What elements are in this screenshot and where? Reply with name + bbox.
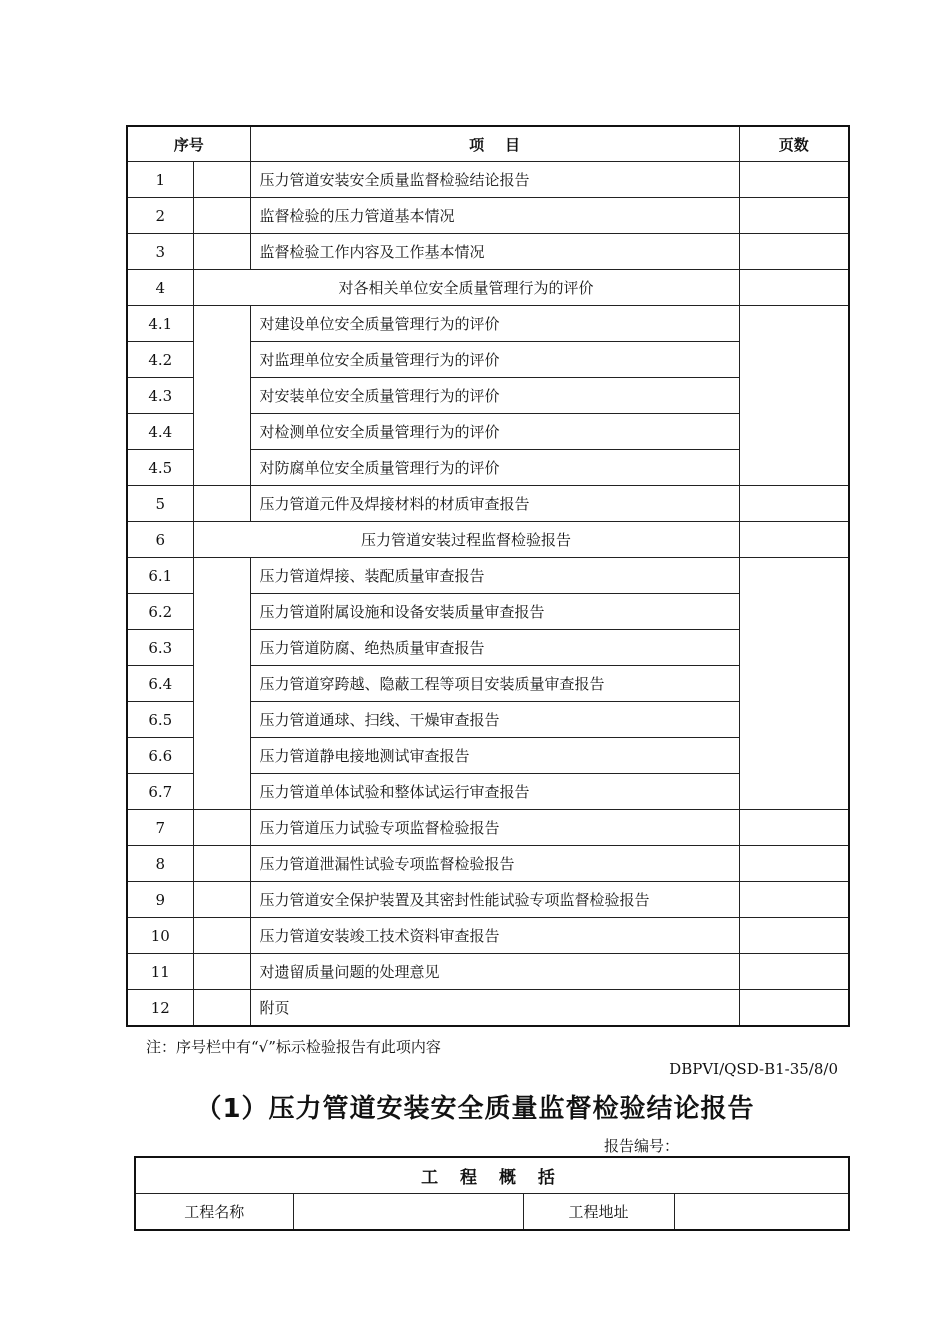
project-address-label: 工程地址	[523, 1194, 674, 1231]
row-number: 4.2	[127, 342, 193, 378]
row-number: 11	[127, 954, 193, 990]
overview-header: 工 程 概 括	[135, 1157, 849, 1194]
row-item: 附页	[250, 990, 739, 1027]
check-cell[interactable]	[193, 846, 250, 882]
pages-cell-merged[interactable]	[739, 558, 849, 810]
pages-cell[interactable]	[739, 162, 849, 198]
table-row	[127, 306, 849, 342]
row-item: 对监理单位安全质量管理行为的评价	[250, 342, 739, 378]
table-row	[127, 954, 849, 990]
table-note: 注：序号栏中有“√”标示检验报告有此项内容	[146, 1038, 441, 1056]
row-item: 压力管道单体试验和整体试运行审查报告	[250, 774, 739, 810]
overview-header-row	[135, 1157, 849, 1194]
row-item: 对建设单位安全质量管理行为的评价	[250, 306, 739, 342]
header-seq: 序号	[127, 126, 250, 162]
row-item: 压力管道元件及焊接材料的材质审查报告	[250, 486, 739, 522]
row-number: 5	[127, 486, 193, 522]
pages-cell[interactable]	[739, 522, 849, 558]
project-name-field[interactable]	[293, 1194, 523, 1231]
pages-cell[interactable]	[739, 486, 849, 522]
row-number: 6.3	[127, 630, 193, 666]
check-cell[interactable]	[193, 162, 250, 198]
row-number: 8	[127, 846, 193, 882]
pages-cell[interactable]	[739, 882, 849, 918]
row-number: 10	[127, 918, 193, 954]
header-pages: 页数	[739, 126, 849, 162]
document-code: DBPVI/QSD-B1-35/8/0	[669, 1060, 838, 1078]
section-heading: 压力管道安装过程监督检验报告	[193, 522, 739, 558]
check-cell[interactable]	[193, 918, 250, 954]
table-header-row	[127, 126, 849, 162]
row-item: 对安装单位安全质量管理行为的评价	[250, 378, 739, 414]
pages-cell[interactable]	[739, 270, 849, 306]
contents-table	[126, 125, 850, 1027]
row-item: 监督检验工作内容及工作基本情况	[250, 234, 739, 270]
row-number: 4.1	[127, 306, 193, 342]
check-cell[interactable]	[193, 954, 250, 990]
check-cell-merged[interactable]	[193, 306, 250, 486]
row-item: 压力管道防腐、绝热质量审查报告	[250, 630, 739, 666]
check-cell[interactable]	[193, 198, 250, 234]
pages-cell[interactable]	[739, 198, 849, 234]
row-item: 对遗留质量问题的处理意见	[250, 954, 739, 990]
project-overview-table	[134, 1156, 850, 1231]
row-item: 压力管道穿跨越、隐蔽工程等项目安装质量审查报告	[250, 666, 739, 702]
row-number: 1	[127, 162, 193, 198]
section-heading: 对各相关单位安全质量管理行为的评价	[193, 270, 739, 306]
row-item: 监督检验的压力管道基本情况	[250, 198, 739, 234]
table-row	[127, 882, 849, 918]
project-address-field[interactable]	[674, 1194, 849, 1231]
row-number: 2	[127, 198, 193, 234]
table-row	[127, 234, 849, 270]
check-cell[interactable]	[193, 810, 250, 846]
row-item: 压力管道泄漏性试验专项监督检验报告	[250, 846, 739, 882]
table-row	[127, 198, 849, 234]
row-item: 对防腐单位安全质量管理行为的评价	[250, 450, 739, 486]
check-cell[interactable]	[193, 234, 250, 270]
row-item: 压力管道压力试验专项监督检验报告	[250, 810, 739, 846]
row-number: 4.4	[127, 414, 193, 450]
row-item: 压力管道安装安全质量监督检验结论报告	[250, 162, 739, 198]
pages-cell[interactable]	[739, 234, 849, 270]
row-number: 4.5	[127, 450, 193, 486]
table-row	[127, 486, 849, 522]
row-number: 4.3	[127, 378, 193, 414]
report-number-label: 报告编号：	[604, 1137, 680, 1155]
row-item: 压力管道附属设施和设备安装质量审查报告	[250, 594, 739, 630]
row-number: 6.4	[127, 666, 193, 702]
row-number: 6.1	[127, 558, 193, 594]
check-cell[interactable]	[193, 882, 250, 918]
pages-cell[interactable]	[739, 990, 849, 1027]
row-number: 6.2	[127, 594, 193, 630]
row-number: 6	[127, 522, 193, 558]
row-item: 压力管道焊接、装配质量审查报告	[250, 558, 739, 594]
row-number: 6.6	[127, 738, 193, 774]
row-number: 4	[127, 270, 193, 306]
project-name-label: 工程名称	[135, 1194, 293, 1231]
row-item: 压力管道通球、扫线、干燥审查报告	[250, 702, 739, 738]
table-row	[127, 270, 849, 306]
pages-cell[interactable]	[739, 918, 849, 954]
row-item: 压力管道静电接地测试审查报告	[250, 738, 739, 774]
overview-row	[135, 1194, 849, 1231]
table-row	[127, 918, 849, 954]
row-number: 6.7	[127, 774, 193, 810]
row-number: 3	[127, 234, 193, 270]
table-row	[127, 558, 849, 594]
row-number: 6.5	[127, 702, 193, 738]
row-number: 7	[127, 810, 193, 846]
check-cell[interactable]	[193, 486, 250, 522]
check-cell-merged[interactable]	[193, 558, 250, 810]
row-number: 9	[127, 882, 193, 918]
pages-cell[interactable]	[739, 846, 849, 882]
check-cell[interactable]	[193, 990, 250, 1027]
table-row	[127, 990, 849, 1027]
pages-cell-merged[interactable]	[739, 306, 849, 486]
row-number: 12	[127, 990, 193, 1027]
pages-cell[interactable]	[739, 810, 849, 846]
row-item: 对检测单位安全质量管理行为的评价	[250, 414, 739, 450]
section-title: （1）压力管道安装安全质量监督检验结论报告	[195, 1094, 755, 1124]
pages-cell[interactable]	[739, 954, 849, 990]
header-item: 项 目	[250, 126, 739, 162]
row-item: 压力管道安全保护装置及其密封性能试验专项监督检验报告	[250, 882, 739, 918]
table-row	[127, 522, 849, 558]
table-row	[127, 846, 849, 882]
table-row	[127, 810, 849, 846]
row-item: 压力管道安装竣工技术资料审查报告	[250, 918, 739, 954]
table-row	[127, 162, 849, 198]
